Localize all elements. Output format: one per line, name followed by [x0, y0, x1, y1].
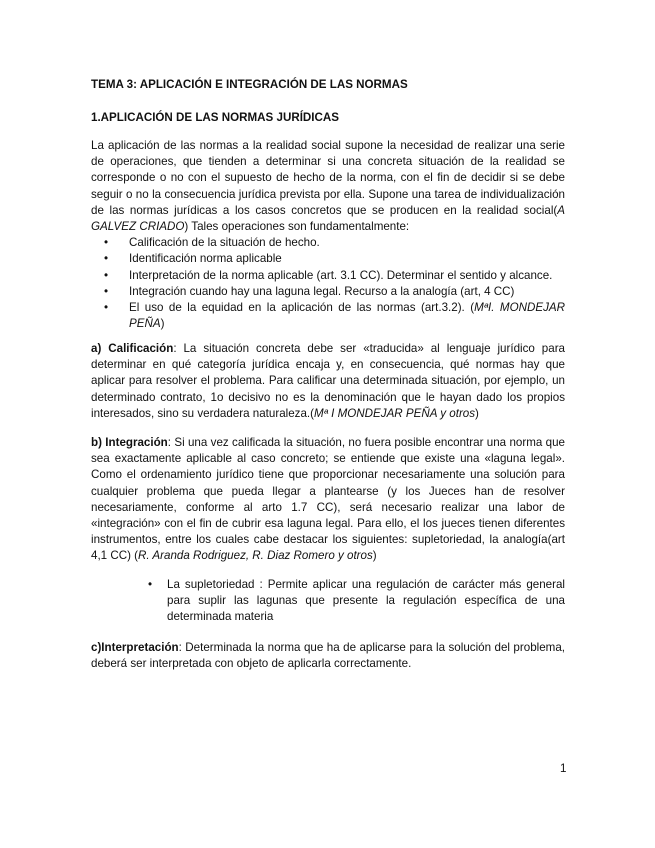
bullet-icon: • [148, 578, 153, 591]
list-item: • El uso de la equidad en la aplicación de las normas (art.3.2). (MªI. MONDEJAR PEÑA) [104, 301, 565, 331]
document-title: TEMA 3: APLICACIÓN E INTEGRACIÓN DE LAS NORMAS [91, 78, 408, 91]
list-item [135, 577, 565, 626]
bullet-icon: • [104, 284, 109, 298]
bullet-icon: • [104, 301, 109, 315]
intro-paragraph [91, 138, 565, 235]
operations-list [91, 235, 565, 332]
section-heading: 1.APLICACIÓN DE LAS NORMAS JURÍDICAS [91, 111, 339, 124]
integracion-citation: R. Aranda Rodriguez, R. Diaz Romero y otros [138, 549, 373, 563]
intro-citation: A GALVEZ CRIADO [91, 203, 565, 234]
calificacion-citation: Mª I MONDEJAR PEÑA y otros [314, 406, 476, 420]
interpretacion-label: c)Interpretación [91, 641, 179, 654]
intro-after: ) Tales operaciones son fundamentalmente: [184, 220, 410, 234]
supletoriedad-text: La supletoriedad : Permite aplicar una regulación de carácter más general para suplir las lagunas que presente la regulación específica de una determinada materia [167, 578, 565, 624]
integracion-text: : Si una vez calificada la situación, no fuera posible encontrar una norma que sea exactamente aplicable al caso concreto; se entiende que existe una «laguna legal». Como el ordenamiento jurídico tiene que proporcionar necesariamente una solución para cualquier problema que pueda llegar a plantearse (y los Jueces han de resolver necesariamente, conforme al arto 1.7 CC), será necesario realizar una labor de «integración» con el fin de cubrir esa laguna legal. Para ello, el los jueces tienen diferentes instrumentos, entre los cuales cabe destacar los siguientes: supletoriedad, la analogía(art 4,1 CC) ( [91, 436, 566, 563]
bullet-icon: • [104, 252, 109, 266]
list-item: • Integración cuando hay una laguna legal. Recurso a la analogía (art, 4 CC) [91, 284, 565, 300]
calificacion-label: a) Calificación [91, 342, 174, 355]
list-item: • Interpretación de la norma aplicable (art. 3.1 CC). Determinar el sentido y alcance. [91, 268, 565, 284]
intro-block [91, 138, 565, 332]
calificacion-paragraph: a) Calificación: La situación concreta debe ser «traducida» al lenguaje jurídico para determinar en qué categoría jurídica encaja y, en consecuencia, qué normas hay que aplicar para resolver el problema. Para calificar una determinada situación, por ejemplo, un determinado contrato, 1o decisivo no es la denominación que le hayan dado los propios interesados, sino su verdadera naturaleza.(Mª I MONDEJAR PEÑA y otros) [91, 342, 565, 420]
integracion-label: b) Integración [91, 436, 168, 449]
bullet-icon: • [104, 236, 109, 250]
calificacion-text: : La situación concreta debe ser «traducida» al lenguaje jurídico para determinar en qué categoría jurídica encaja y, en consecuencia, qué normas hay que aplicar para resolver el problema. Para calificar una determinada situación, por ejemplo, un determinado contrato, 1o decisivo no es la denominación que le hayan dado los propios interesados, sino su verdadera naturaleza.( [91, 342, 565, 420]
interpretacion-block [91, 640, 565, 672]
integracion-paragraph: b) Integración: Si una vez calificada la situación, no fuera posible encontrar una norma que sea exactamente aplicable al caso concreto; se entiende que existe una «laguna legal». Como el ordenamiento jurídico tiene que proporcionar necesariamente una solución para cualquier problema que pueda llegar a plantearse (y los Jueces han de resolver necesariamente, conforme al arto 1.7 CC), será necesario realizar una labor de «integración» con el fin de cubrir esa laguna legal. Para ello, el los jueces tienen diferentes instrumentos, entre los cuales cabe destacar los siguientes: supletoriedad, la analogía(art 4,1 CC) (R. Aranda Rodriguez, R. Diaz Romero y otros) [91, 436, 566, 563]
integracion-block [91, 435, 565, 565]
page-number: 1 [560, 762, 567, 775]
bullet-icon: • [104, 268, 109, 282]
intro-text: La aplicación de las normas a la realidad social supone la necesidad de realizar una serie de operaciones, que tienden a determinar si una concreta situación de la realidad se corresponde o no con el supuesto de hecho de la norma, con el fin de decidir si se debe seguir o no la consecuencia jurídica prevista por ella. Supone una tarea de individualización de las normas jurídicas a los casos concretos que se producen en la realidad social( [91, 139, 565, 217]
interpretacion-paragraph [91, 640, 565, 672]
bullet-citation: MªI. MONDEJAR PEÑA [129, 301, 565, 331]
supletoriedad-block [135, 577, 565, 626]
calificacion-block [91, 341, 565, 422]
list-item: • Calificación de la situación de hecho. [91, 235, 565, 251]
interpretacion-text: : Determinada la norma que ha de aplicarse para la solución del problema, deberá ser interpretada con objeto de aplicarla correctamente. [91, 641, 565, 671]
list-item: • Identificación norma aplicable [91, 251, 565, 267]
supletoriedad-list [135, 577, 565, 626]
